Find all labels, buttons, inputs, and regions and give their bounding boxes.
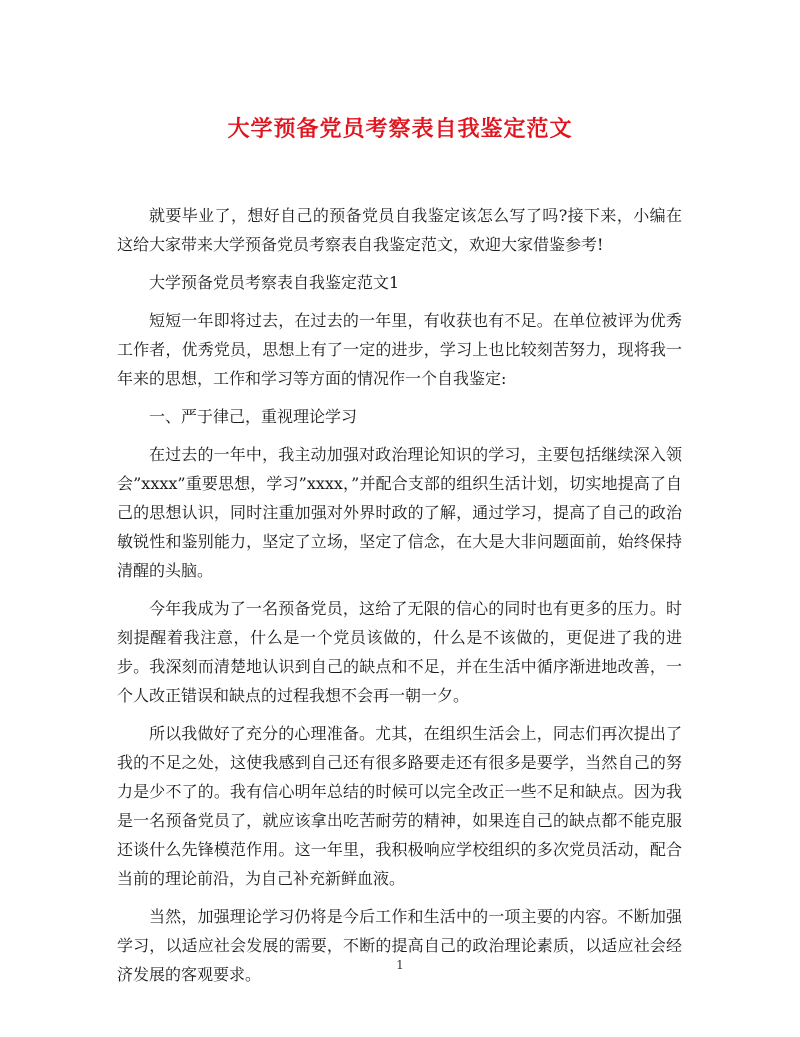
paragraph-4: 所以我做好了充分的心理准备。尤其，在组织生活会上，同志们再次提出了我的不足之处，这使我感到自己还有很多路要走还有很多是要学，当然自己的努力是少不了的。我有信心明年总结的时候可以完全改正一些不足和缺点。因为我是一名预备党员了，就应该拿出吃苦耐劳的精神，如果连自己的缺点都不能克服还谈什么先锋模范作用。这一年里，我积极响应学校组织的多次党员活动，配合当前的理论前沿，为自己补充新鲜血液。 xyxy=(117,724,682,888)
section-heading-1: 一、严于律己，重视理论学习 xyxy=(149,407,358,426)
paragraph-5: 当然，加强理论学习仍将是今后工作和生活中的一项主要的内容。不断加强学习，以适应社会发展的需要，不断的提高自己的政治理论素质，以适应社会经济发展的客观要求。 xyxy=(117,907,682,984)
paragraph-2: 在过去的一年中，我主动加强对政治理论知识的学习，主要包括继续深入领会”xxxx”重要思想，学习”xxxx，”并配合支部的组织生活计划，切实地提高了自己的思想认识，同时注重加强对外界时政的了解，通过学习，提高了自己的政治敏锐性和鉴别能力，坚定了立场，坚定了信念，在大是大非问题面前，始终保持清醒的头脑。 xyxy=(117,445,682,580)
document-body xyxy=(117,201,682,998)
intro-paragraph: 就要毕业了，想好自己的预备党员自我鉴定该怎么写了吗?接下来，小编在这给大家带来大学预备党员考察表自我鉴定范文，欢迎大家借鉴参考! xyxy=(117,206,682,254)
subtitle: 大学预备党员考察表自我鉴定范文1 xyxy=(149,273,400,292)
paragraph-1: 短短一年即将过去，在过去的一年里，有收获也有不足。在单位被评为优秀工作者，优秀党员，思想上有了一定的进步，学习上也比较刻苦努力，现将我一年来的思想，工作和学习等方面的情况作一个自我鉴定: xyxy=(117,311,682,388)
page-number: 1 xyxy=(396,958,404,972)
paragraph-3: 今年我成为了一名预备党员，这给了无限的信心的同时也有更多的压力。时刻提醒着我注意，什么是一个党员该做的，什么是不该做的，更促进了我的进步。我深刻而清楚地认识到自己的缺点和不足，并在生活中循序渐进地改善，一个人改正错误和缺点的过程我想不会再一朝一夕。 xyxy=(117,599,682,705)
page-title: 大学预备党员考察表自我鉴定范文 xyxy=(227,116,573,142)
